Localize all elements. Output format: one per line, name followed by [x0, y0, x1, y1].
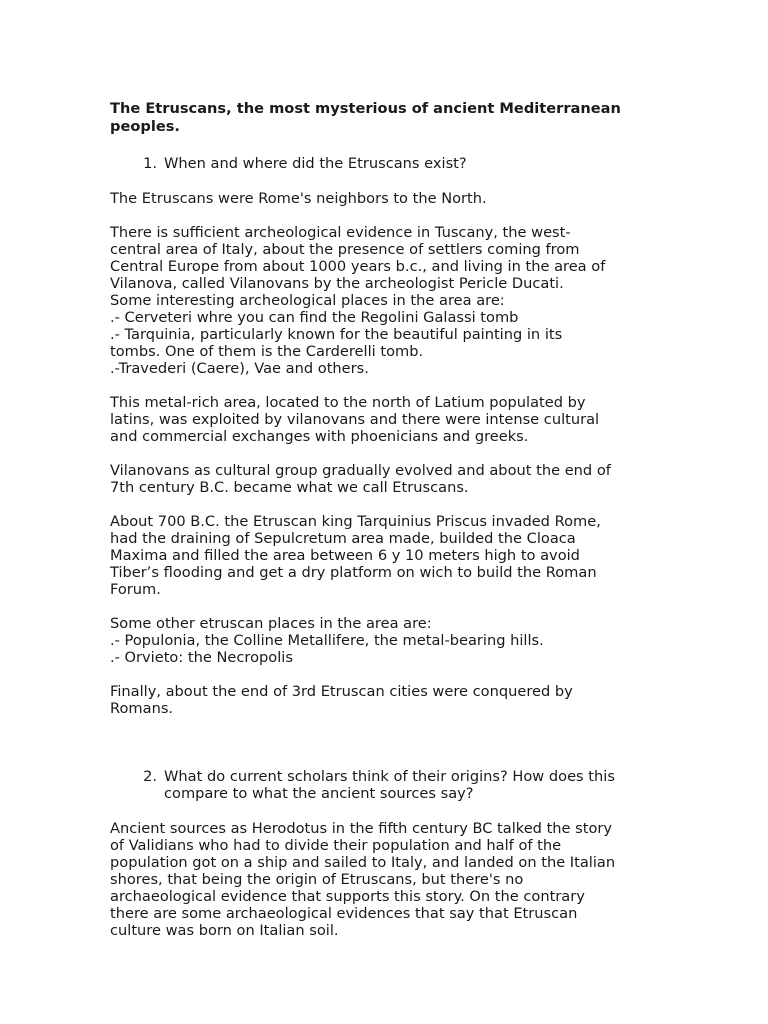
- text-line: Some other etruscan places in the area are:: [110, 614, 432, 632]
- text-line: Tiber’s flooding and get a dry platform on wich to build the Roman: [110, 563, 597, 581]
- text-line: Forum.: [110, 580, 161, 598]
- question-text: When and where did the Etruscans exist?: [164, 155, 467, 172]
- text-line: tombs. One of them is the Carderelli tomb.: [110, 342, 424, 360]
- text-line: Ancient sources as Herodotus in the fifth century BC talked the story: [110, 819, 613, 837]
- paragraph-conquered: [110, 683, 658, 717]
- title-line: The Etruscans, the most mysterious of ancient Mediterranean: [110, 100, 621, 117]
- text-line: There is sufficient archeological evidence in Tuscany, the west-: [110, 223, 571, 241]
- title-line: peoples.: [110, 118, 180, 135]
- paragraph-evidence: [110, 224, 658, 377]
- text-line: population got on a ship and sailed to Italy, and landed on the Italian: [110, 853, 616, 871]
- paragraph-tarquinius: [110, 513, 658, 598]
- text-line: .- Cerveteri whre you can find the Regolini Galassi tomb: [110, 308, 519, 326]
- text-line: .- Orvieto: the Necropolis: [110, 648, 293, 666]
- question-number: 1.: [143, 155, 157, 172]
- text-line: .-Travederi (Caere), Vae and others.: [110, 359, 369, 377]
- paragraph-vilanovans: [110, 462, 658, 496]
- text-line: central area of Italy, about the presence of settlers coming from: [110, 240, 580, 258]
- question-2: [110, 768, 658, 803]
- text-line: archaeological evidence that supports this story. On the contrary: [110, 887, 585, 905]
- text-line: About 700 B.C. the Etruscan king Tarquinius Priscus invaded Rome,: [110, 512, 601, 530]
- text-line: .- Tarquinia, particularly known for the beautiful painting in its: [110, 325, 563, 343]
- text-line: of Validians who had to divide their population and half of the: [110, 836, 562, 854]
- text-line: Vilanova, called Vilanovans by the archeologist Pericle Ducati.: [110, 274, 564, 292]
- question-number: 2.: [143, 767, 157, 785]
- text-line: had the draining of Sepulcretum area made, builded the Cloaca: [110, 529, 576, 547]
- document-page: [110, 100, 658, 939]
- text-line: and commercial exchanges with phoenicians and greeks.: [110, 427, 529, 445]
- text-line: The Etruscans were Rome's neighbors to the North.: [110, 189, 487, 207]
- text-line: 7th century B.C. became what we call Etruscans.: [110, 478, 469, 496]
- text-line: Some interesting archeological places in the area are:: [110, 291, 505, 309]
- paragraph-ancient-sources: [110, 820, 658, 939]
- text-line: Romans.: [110, 699, 174, 717]
- text-line: culture was born on Italian soil.: [110, 921, 339, 939]
- text-line: Central Europe from about 1000 years b.c., and living in the area of: [110, 257, 606, 275]
- text-line: latins, was exploited by vilanovans and there were intense cultural: [110, 410, 600, 428]
- question-text: compare to what the ancient sources say?: [164, 785, 474, 802]
- paragraph-metal-rich: [110, 394, 658, 445]
- paragraph-etruscan-places: [110, 615, 658, 666]
- paragraph-neighbors: [110, 190, 658, 207]
- question-1: [110, 155, 658, 173]
- document-title: [110, 100, 658, 136]
- text-line: Finally, about the end of 3rd Etruscan cities were conquered by: [110, 682, 573, 700]
- text-line: Maxima and filled the area between 6 y 10 meters high to avoid: [110, 546, 580, 564]
- text-line: .- Populonia, the Colline Metallifere, the metal-bearing hills.: [110, 631, 544, 649]
- text-line: Vilanovans as cultural group gradually evolved and about the end of: [110, 461, 611, 479]
- text-line: This metal-rich area, located to the north of Latium populated by: [110, 393, 586, 411]
- text-line: there are some archaeological evidences that say that Etruscan: [110, 904, 578, 922]
- question-text: What do current scholars think of their origins? How does this: [164, 767, 615, 785]
- text-line: shores, that being the origin of Etruscans, but there's no: [110, 870, 524, 888]
